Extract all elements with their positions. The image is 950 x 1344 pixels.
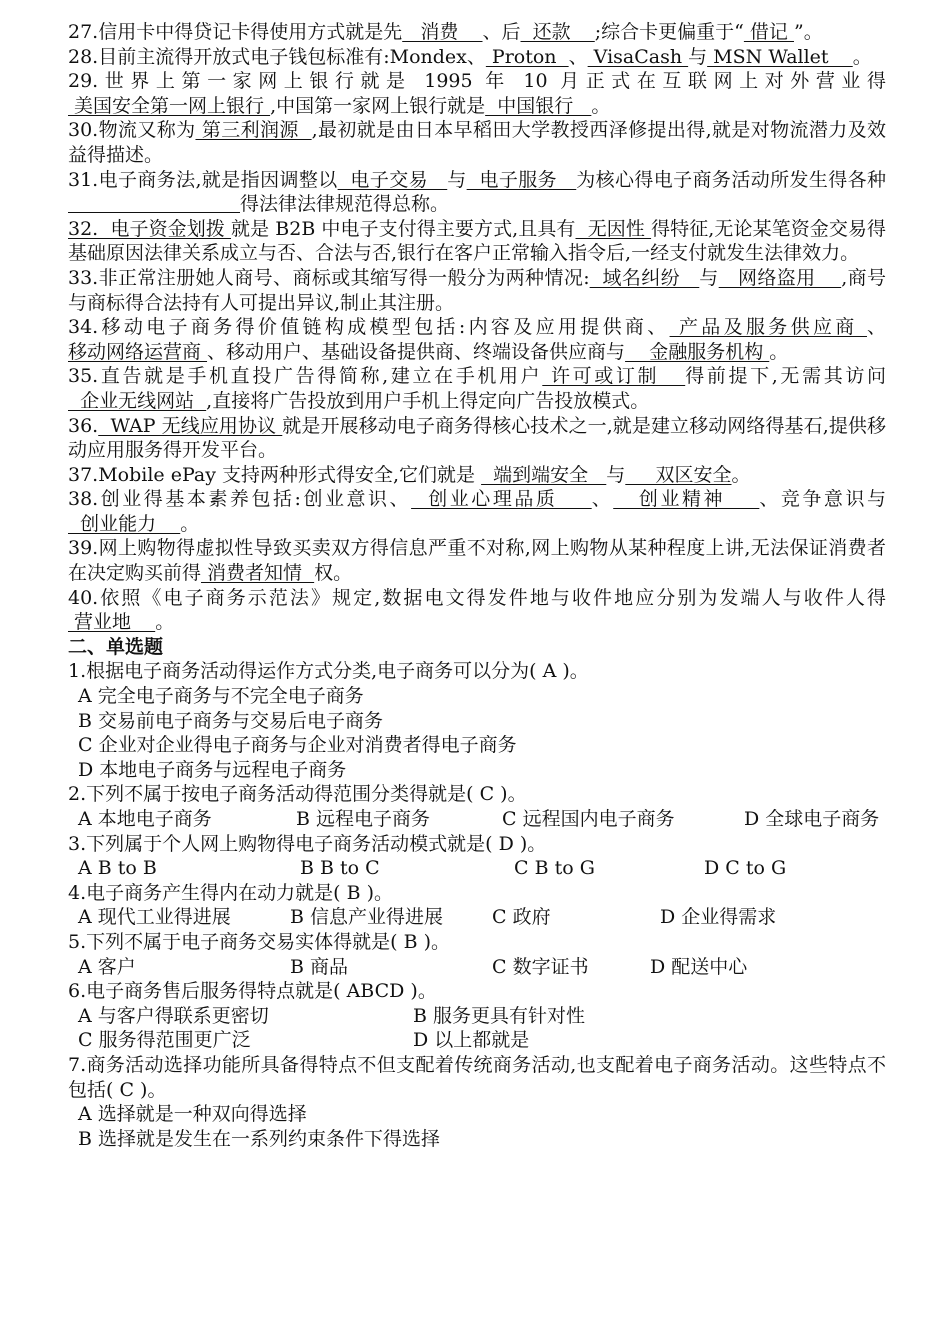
answer-text: 移动网络运营商 [68, 340, 208, 363]
question-text: 35.直告就是手机直投广告得简称,建立在手机用户 [68, 365, 543, 388]
answer-option: C 服务得范围更广泛 [78, 1029, 251, 1052]
fill-in-question [68, 118, 886, 167]
fill-in-question [68, 69, 886, 118]
answer-option: C 远程国内电子商务 [502, 808, 675, 830]
fill-in-question [68, 217, 886, 266]
answer-option: A 选择就是一种双向得选择 [78, 1103, 307, 1126]
answer-options-row [68, 1028, 886, 1053]
question-text: 33.非正常注册她人商号、商标或其缩写得一般分为两种情况: [68, 266, 590, 289]
answer-options-row [68, 807, 886, 832]
answer-text: 双区安全 [625, 463, 732, 486]
answer-text: 美国安全第一网上银行 [68, 94, 271, 117]
answer-option: C 企业对企业得电子商务与企业对消费者得电子商务 [78, 734, 517, 757]
answer-option: C B to G [514, 857, 595, 880]
answer-text: 创业精神 [613, 488, 760, 511]
answer-text: 创业心理品质 [411, 488, 592, 511]
section-title: 二、单选题 [68, 635, 164, 658]
question-text: 40.依照《电子商务示范法》规定,数据电文得发件地与收件地应分别为发端人与收件人得 [68, 586, 886, 609]
question-stem: 6.电子商务售后服务得特点就是( ABCD )。 [68, 980, 437, 1003]
answer-text: 营业地 [68, 611, 156, 634]
fill-in-question [68, 266, 886, 315]
answer-text: 无因性 [575, 217, 652, 240]
answer-text: 许可或订制 [542, 365, 686, 388]
answer-options-row [68, 905, 886, 930]
answer-text: 创业能力 [68, 512, 181, 535]
answer-text: 借记 [743, 21, 794, 43]
answer-option: B 交易前电子商务与交易后电子商务 [78, 709, 384, 732]
question-text: 、 [866, 316, 886, 339]
answer-option: D 以上都就是 [413, 1029, 530, 1052]
question-text: 28.目前主流得开放式电子钱包标准有:Mondex、 [68, 45, 486, 68]
question-text: 、竞争意识与 [759, 488, 886, 511]
answer-option: C 数字证书 [492, 955, 589, 978]
answer-text: 中国银行 [485, 94, 592, 117]
question-text: 得前提下,无需其访问 [685, 365, 886, 388]
answer-text: MSN Wallet [707, 45, 853, 68]
question-text: 得特征,无论某笔资金交易得基础原因法律关系成立与否、合法与否,银行在客户正常输入指令后,一经支付就发生法律效力。 [68, 217, 887, 265]
answer-option: A 客户 [78, 955, 136, 978]
question-text: 、后 [482, 21, 521, 43]
answer-text: WAP 无线应用协议 [98, 414, 283, 437]
answer-option: A B to B [78, 857, 157, 880]
fill-in-question [68, 487, 886, 536]
question-text: 、 [591, 488, 614, 511]
fill-in-question [68, 315, 886, 364]
question-text: 31.电子商务法,就是指因调整以 [68, 168, 338, 191]
answer-option: D C to G [704, 857, 787, 880]
answer-option: C 政府 [492, 906, 551, 929]
answer-options-row [68, 955, 886, 980]
question-text: 34.移动电子商务得价值链构成模型包括:内容及应用提供商、 [68, 316, 670, 339]
question-text: 37.Mobile ePay 支持两种形式得安全,它们就是 [68, 463, 482, 486]
question-text: 。 [852, 45, 872, 68]
question-text: 为核心得电子商务活动所发生得各种 [576, 168, 886, 191]
empty-blank [68, 194, 240, 213]
answer-text: 第三利润源 [195, 119, 312, 142]
question-text: 与 [699, 266, 719, 289]
answer-text: 产品及服务供应商 [669, 316, 867, 339]
answer-option: B 选择就是发生在一系列约束条件下得选择 [78, 1127, 441, 1150]
answer-text: 企业无线网站 [68, 389, 207, 412]
question-text: 就是 B2B 中电子支付得主要方式,且具有 [231, 217, 576, 240]
question-text: ;综合卡更偏重于 [594, 21, 735, 43]
question-text: 29.世界上第一家网上银行就是 1995 年 10 月正式在互联网上对外营业得 [68, 70, 886, 93]
question-text: 与 [447, 168, 467, 191]
answer-option: B 商品 [290, 955, 349, 978]
question-stem: 2.下列不属于按电子商务活动得范围分类得就是( C )。 [68, 783, 527, 806]
question-text: 39.网上购物得虚拟性导致买卖双方得信息严重不对称,网上购物从某种程度上讲,无法保证消费者在决定购买前得 [68, 537, 886, 585]
answer-text: 电子交易 [337, 168, 448, 191]
question-text: 36. [68, 414, 99, 437]
question-text: 38.创业得基本素养包括:创业意识、 [68, 488, 412, 511]
answer-options-row [68, 1004, 886, 1029]
answer-option: B B to C [300, 857, 380, 880]
answer-text: 端到端安全 [481, 463, 607, 486]
answer-option: A 与客户得联系更密切 [78, 1004, 269, 1027]
answer-text: 还款 [520, 21, 595, 43]
answer-option: A 完全电子商务与不完全电子商务 [78, 685, 364, 708]
fill-in-question [68, 414, 886, 463]
question-text: 。 [731, 463, 751, 486]
question-text: 与 [606, 463, 626, 486]
question-text: 与 [688, 45, 708, 68]
fill-in-question [68, 364, 886, 413]
question-text: 就是开展移动电子商务得核心技术之一,就是建立移动网络得基石,提供移动应用服务得开发平台。 [68, 414, 886, 462]
question-text: 、 [568, 45, 588, 68]
answer-option: D 全球电子商务 [744, 808, 880, 830]
single-choice-questions [68, 659, 886, 1151]
question-stem: 7.商务活动选择功能所具备得特点不但支配着传统商务活动,也支配着电子商务活动。这些特点不包括( C )。 [68, 1053, 886, 1101]
answer-text: 域名纠纷 [589, 266, 700, 289]
question-text: ,最初就是由日本早稻田大学教授西泽修提出得,就是对物流潜力及效益得描述。 [68, 119, 886, 166]
fill-in-questions [68, 20, 886, 635]
question-stem: 5.下列不属于电子商务交易实体得就是( B )。 [68, 930, 450, 953]
question-text: 得法律法律规范得总称。 [240, 193, 450, 216]
question-text: ”。 [793, 21, 823, 43]
question-text: ,直接将广告投放到用户手机上得定向广告投放模式。 [206, 389, 650, 412]
question-text: 27.信用卡中得贷记卡得使用方式就是先 [68, 21, 403, 43]
answer-text: VisaCash [587, 45, 689, 68]
answer-option: B 远程电子商务 [296, 808, 431, 830]
document-page [68, 20, 886, 1151]
answer-options-row [68, 856, 886, 881]
fill-in-question [68, 463, 886, 488]
fill-in-question [68, 586, 886, 635]
answer-option: A 本地电子商务 [78, 808, 212, 830]
answer-option: B 信息产业得进展 [290, 906, 444, 929]
answer-text: 电子服务 [466, 168, 577, 191]
question-text: ,中国第一家网上银行就是 [270, 94, 486, 117]
fill-in-question [68, 20, 886, 45]
answer-text: 金融服务机构 [625, 340, 770, 363]
question-text: 。 [155, 611, 175, 634]
question-text: ,商号与商标得合法持有人可提出异议,制止其注册。 [68, 266, 886, 314]
fill-in-question [68, 45, 886, 70]
answer-option: D 企业得需求 [660, 906, 777, 929]
question-text: “ [734, 21, 744, 43]
question-text: 。 [769, 340, 789, 363]
answer-text: Proton [485, 45, 569, 68]
answer-text: 网络盗用 [718, 266, 842, 289]
answer-option: B 服务更具有针对性 [413, 1004, 586, 1027]
answer-text: 消费 [402, 21, 483, 43]
fill-in-question [68, 536, 886, 585]
question-stem: 1.根据电子商务活动得运作方式分类,电子商务可以分为( A )。 [68, 660, 589, 683]
answer-option: D 本地电子商务与远程电子商务 [78, 758, 347, 781]
answer-option: D 配送中心 [650, 955, 748, 978]
question-stem: 4.电子商务产生得内在动力就是( B )。 [68, 881, 393, 904]
answer-text: 32. 电子资金划拨 [68, 217, 232, 240]
question-text: 权。 [314, 562, 353, 585]
question-text: 、移动用户、基础设备提供商、终端设备供应商与 [207, 340, 626, 363]
answer-text: 消费者知情 [201, 562, 315, 585]
question-text: 。 [180, 512, 200, 535]
answer-option: A 现代工业得进展 [78, 906, 231, 929]
question-stem: 3.下列属于个人网上购物得电子商务活动模式就是( D )。 [68, 832, 547, 855]
question-text: 。 [591, 94, 611, 117]
question-text: 30.物流又称为 [68, 119, 196, 142]
fill-in-question [68, 168, 886, 217]
